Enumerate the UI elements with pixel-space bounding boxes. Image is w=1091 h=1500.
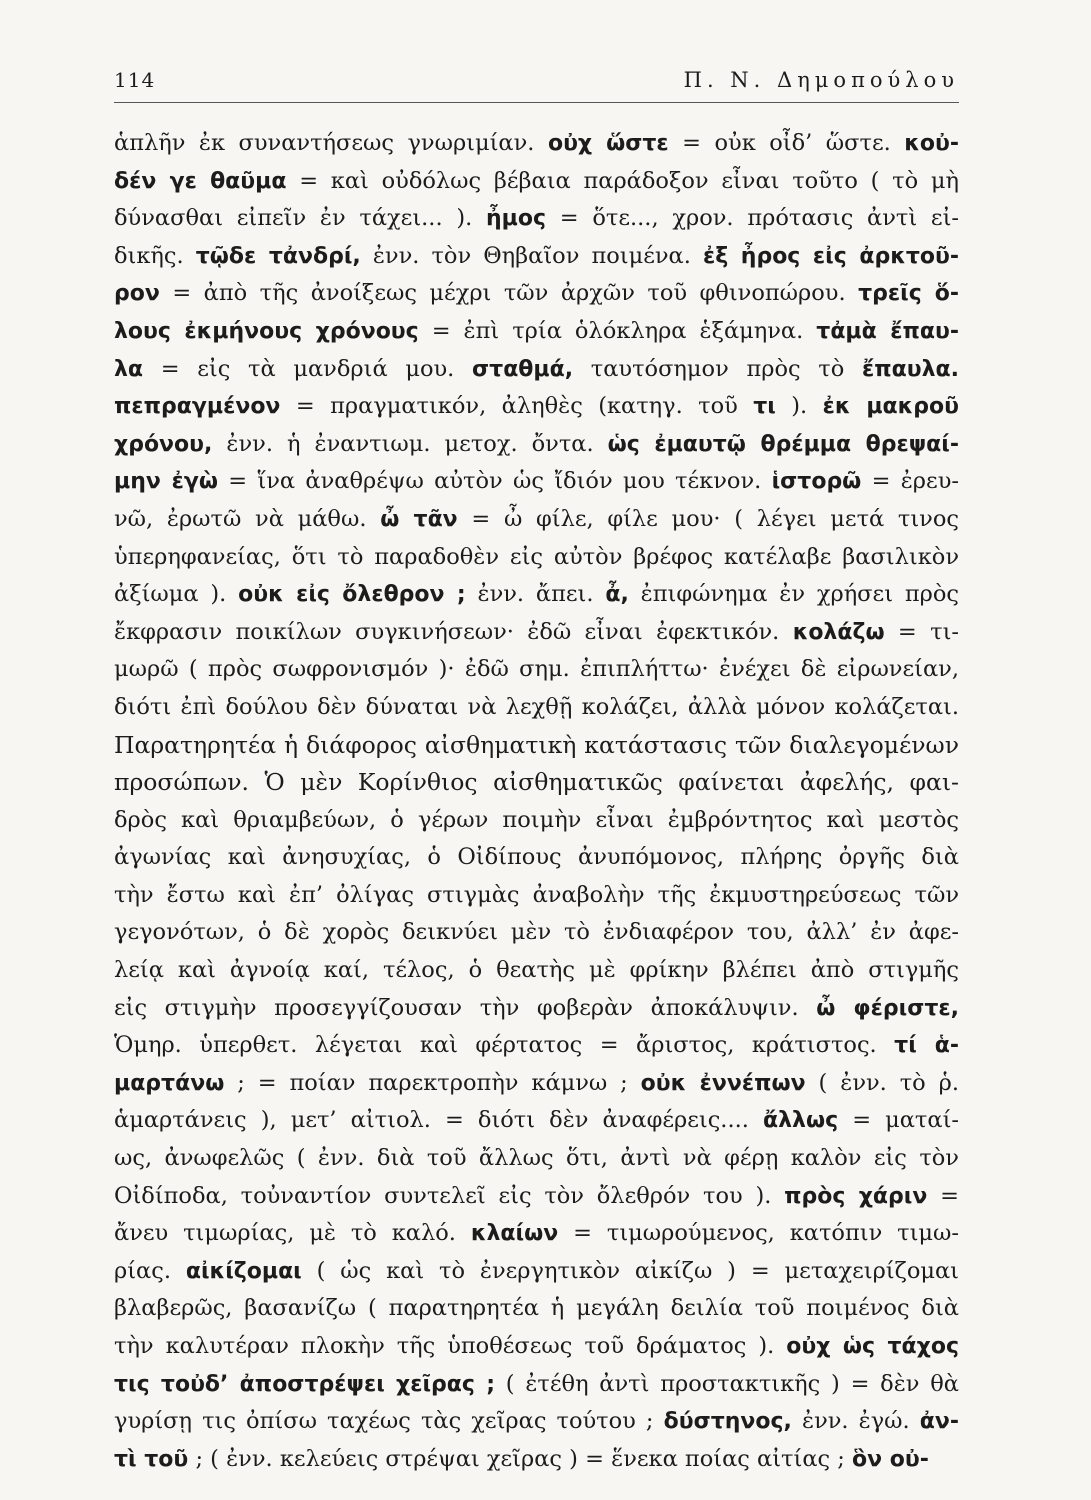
lemma-term: ἀν- xyxy=(919,1409,959,1435)
gloss-text: εἰς στιγμὴν προσεγγίζουσαν τὴν φοβερὰν ἀποκάλυψιν. xyxy=(114,994,817,1021)
gloss-text: = ἵνα ἀναθρέψω αὐτὸν ὡς ἴδιόν μου τέκνον. xyxy=(217,468,772,495)
lemma-term: χρόνου, xyxy=(114,431,213,457)
text-line xyxy=(114,1140,959,1178)
lemma-term: ὦ φέριστε, xyxy=(816,995,959,1021)
lemma-term: αἰκίζομαι xyxy=(185,1258,302,1284)
gloss-text: ἄνευ τιμωρίας, μὲ τὸ καλό. xyxy=(114,1220,471,1247)
gloss-text: = ἀπὸ τῆς ἀνοίξεως μέχρι τῶν ἀρχῶν τοῦ φθινοπώρου. xyxy=(159,280,859,307)
text-line xyxy=(114,1328,959,1366)
gloss-text: ταυτόσημον πρὸς τὸ xyxy=(573,355,862,382)
lemma-term: τὶ τοῦ xyxy=(114,1446,189,1472)
lemma-term: ἆ, xyxy=(605,582,629,608)
text-line xyxy=(114,614,959,652)
text-line xyxy=(114,200,959,238)
text-line xyxy=(114,1253,959,1291)
text-line xyxy=(114,576,959,614)
gloss-text: ἐνν. ἐγώ. xyxy=(791,1408,920,1435)
commentary-text xyxy=(114,125,959,1478)
text-line xyxy=(114,388,959,426)
lemma-term: ὦ τᾶν xyxy=(380,506,458,532)
lemma-term: μην ἐγὼ xyxy=(114,469,218,495)
page-header xyxy=(114,58,959,103)
gloss-text: ρίας. xyxy=(114,1257,186,1284)
text-line xyxy=(114,463,959,501)
gloss-text: = καὶ οὐδόλως βέβαια παράδοξον εἶναι τοῦτο ( τὸ μὴ xyxy=(286,167,959,194)
gloss-text: διότι ἐπὶ δούλου δὲν δύναται νὰ λεχθῇ κολάζει, ἀλλὰ μόνον κολάζεται. xyxy=(114,693,959,720)
text-line xyxy=(114,952,959,990)
gloss-text: Ὁμηρ. ὑπερθετ. λέγεται καὶ φέρτατος = ἄριστος, κράτιστος. xyxy=(114,1032,895,1059)
text-line xyxy=(114,1178,959,1216)
text-line xyxy=(114,539,959,577)
gloss-text: = ὅτε..., χρον. πρότασις ἀντὶ εἰ- xyxy=(546,205,959,232)
gloss-text: Παρατηρητέα ἡ διάφορος αἰσθηματικὴ κατάστασις τῶν διαλεγομένων xyxy=(114,730,959,759)
lemma-term: οὐχ ὡς τάχος xyxy=(786,1334,959,1359)
lemma-term: ἔπαυλα. xyxy=(861,356,959,382)
text-line xyxy=(114,689,959,727)
lemma-term: κολάζω xyxy=(792,619,885,645)
lemma-term: κλαίων xyxy=(470,1221,559,1247)
lemma-term: δύστηνος, xyxy=(663,1409,792,1435)
gloss-text: ἐνν. ἡ ἐναντιωμ. μετοχ. ὄντα. xyxy=(212,430,608,457)
gloss-text: = ἐπὶ τρία ὁλόκληρα ἑξάμηνα. xyxy=(418,317,817,344)
text-line xyxy=(114,501,959,539)
gloss-text: τὴν ἔστω καὶ ἐπ’ ὀλίγας στιγμὰς ἀναβολὴν τῆς ἐκμυστηρεύσεως τῶν xyxy=(114,881,959,908)
lemma-term: λους ἐκμήνους χρόνους xyxy=(114,318,419,344)
gloss-text: ἐνν. τὸν Θηβαῖον ποιμένα. xyxy=(360,242,703,269)
text-line xyxy=(114,313,959,351)
lemma-term: ἱστορῶ xyxy=(771,469,862,495)
lemma-term: ἄλλως xyxy=(763,1108,839,1134)
lemma-term: ρον xyxy=(114,281,160,307)
gloss-text: ἁπλῆν ἐκ συναντήσεως γνωριμίαν. xyxy=(114,130,548,156)
text-line xyxy=(114,764,959,802)
text-line xyxy=(114,1290,959,1328)
gloss-text: ως, ἀνωφελῶς ( ἐνν. διὰ τοῦ ἄλλως ὅτι, ἀντὶ νὰ φέρῃ καλὸν εἰς τὸν xyxy=(114,1145,959,1172)
gloss-text: = ἐρευ- xyxy=(861,468,959,495)
gloss-text: τὴν καλυτέραν πλοκὴν τῆς ὑποθέσεως τοῦ δράματος ). xyxy=(114,1333,787,1359)
text-line xyxy=(114,426,959,464)
page-number: 114 xyxy=(114,68,156,92)
text-line xyxy=(114,1441,959,1479)
text-line xyxy=(114,727,959,765)
gloss-text: ὑπερηφανείας, ὅτι τὸ παραδοθὲν εἰς αὐτὸν βρέφος κατέλαβε βασιλικὸν xyxy=(114,543,959,570)
gloss-text: προσώπων. Ὁ μὲν Κορίνθιος αἰσθηματικῶς φαίνεται ἀφελής, φαι- xyxy=(114,768,959,797)
gloss-text: ). xyxy=(775,393,823,420)
lemma-term: τῷδε τἀνδρί, xyxy=(195,243,361,269)
gloss-text: ; ( ἐνν. κελεύεις στρέψαι χεῖρας ) = ἕνεκα ποίας αἰτίας ; xyxy=(188,1445,853,1472)
gloss-text: = οὐκ οἶδ’ ὥστε. xyxy=(668,130,905,156)
lemma-term: κοὐ- xyxy=(904,131,959,156)
lemma-term: ὡς ἐμαυτῷ θρέμμα θρεψαί- xyxy=(607,431,959,457)
gloss-text: ἀξίωμα ). xyxy=(114,581,239,608)
gloss-text: δύνασθαι εἰπεῖν ἐν τάχει... ). xyxy=(114,205,487,232)
gloss-text: γεγονότων, ὁ δὲ χορὸς δεικνύει μὲν τὸ ἐνδιαφέρον του, ἀλλ’ ἐν ἀφε- xyxy=(114,919,959,946)
gloss-text: γυρίσῃ τις ὀπίσω ταχέως τὰς χεῖρας τούτου ; xyxy=(114,1408,664,1435)
text-line xyxy=(114,275,959,313)
lemma-term: ἐκ μακροῦ xyxy=(822,394,959,420)
gloss-text: ( ἐτέθη ἀντὶ προστακτικῆς ) = δὲν θὰ xyxy=(495,1370,959,1397)
gloss-text: = xyxy=(927,1182,959,1209)
lemma-term: ὃν οὐ- xyxy=(852,1446,929,1472)
text-line xyxy=(114,1102,959,1140)
lemma-term: πεπραγμένον xyxy=(114,394,281,420)
gloss-text: = τι- xyxy=(884,618,959,645)
gloss-text: δρὸς καὶ θριαμβεύων, ὁ γέρων ποιμὴν εἶναι ἐμβρόντητος καὶ μεστὸς xyxy=(114,806,959,833)
text-line xyxy=(114,125,959,163)
lemma-term: ἦμος xyxy=(486,206,547,232)
text-line xyxy=(114,163,959,201)
lemma-term: λα xyxy=(114,356,144,382)
gloss-text: δικῆς. xyxy=(114,242,196,269)
gloss-text: ἁμαρτάνεις ), μετ’ αἰτιολ. = διότι δὲν ἀναφέρεις.... xyxy=(114,1107,763,1134)
lemma-term: οὐκ εἰς ὄλεθρον ; xyxy=(238,582,466,608)
lemma-term: τἀμὰ ἔπαυ- xyxy=(816,318,959,344)
lemma-term: ἐξ ἦρος εἰς ἀρκτοῦ- xyxy=(702,243,959,269)
gloss-text: ( ἐνν. τὸ ῥ. xyxy=(805,1069,959,1096)
lemma-term: σταθμά, xyxy=(472,356,574,382)
text-line xyxy=(114,877,959,915)
text-line xyxy=(114,1065,959,1103)
text-line xyxy=(114,1403,959,1441)
text-line xyxy=(114,990,959,1028)
gloss-text: βλαβερῶς, βασανίζω ( παρατηρητέα ἡ μεγάλη δειλία τοῦ ποιμένος διὰ xyxy=(114,1295,959,1322)
gloss-text: = ματαί- xyxy=(838,1107,959,1134)
gloss-text: = πραγματικόν, ἀληθὲς (κατηγ. τοῦ xyxy=(280,393,754,420)
gloss-text: ἔκφρασιν ποικίλων συγκινήσεων· ἐδῶ εἶναι ἐφεκτικόν. xyxy=(114,618,793,645)
gloss-text: = ὦ φίλε, φίλε μου· ( λέγει μετά τινος xyxy=(457,505,959,532)
gloss-text: μωρῶ ( πρὸς σωφρονισμόν )· ἐδῶ σημ. ἐπιπλήττω· ἐνέχει δὲ εἰρωνείαν, xyxy=(114,656,959,683)
gloss-text: ( ὡς καὶ τὸ ἐνεργητικὸν αἰκίζω ) = μεταχειρίζομαι xyxy=(301,1257,959,1284)
running-head: Π. Ν. Δημοπούλου xyxy=(683,68,959,92)
gloss-text: λείᾳ καὶ ἀγνοίᾳ καί, τέλος, ὁ θεατὴς μὲ φρίκην βλέπει ἀπὸ στιγμῆς xyxy=(114,957,959,984)
gloss-text: ἐπιφώνημα ἐν χρήσει πρὸς xyxy=(628,581,959,608)
text-line xyxy=(114,1366,959,1404)
gloss-text: = εἰς τὰ μανδριά μου. xyxy=(143,355,473,382)
gloss-text: = τιμωρούμενος, κατόπιν τιμω- xyxy=(558,1220,959,1247)
lemma-term: πρὸς χάριν xyxy=(784,1183,928,1209)
lemma-term: οὐκ ἐννέπων xyxy=(640,1070,806,1096)
text-line xyxy=(114,651,959,689)
gloss-text: νῶ, ἐρωτῶ νὰ μάθω. xyxy=(114,505,381,532)
text-line xyxy=(114,839,959,877)
text-line xyxy=(114,1027,959,1065)
lemma-term: δέν γε θαῦμα xyxy=(114,168,287,194)
lemma-term: τρεῖς ὅ- xyxy=(858,281,959,307)
lemma-term: μαρτάνω xyxy=(114,1070,225,1096)
text-line xyxy=(114,351,959,389)
text-line xyxy=(114,238,959,276)
text-line xyxy=(114,914,959,952)
lemma-term: οὐχ ὥστε xyxy=(547,131,669,156)
text-line xyxy=(114,1215,959,1253)
lemma-term: τι xyxy=(753,394,776,420)
text-line xyxy=(114,802,959,840)
lemma-term: τις τοὐδ’ ἀποστρέψει χεῖρας ; xyxy=(114,1371,496,1397)
gloss-text: ἐνν. ἄπει. xyxy=(465,581,606,608)
lemma-term: τί ἁ- xyxy=(894,1033,959,1059)
gloss-text: ; = ποίαν παρεκτροπὴν κάμνω ; xyxy=(224,1069,641,1096)
gloss-text: Οἰδίποδα, τοὐναντίον συντελεῖ εἰς τὸν ὄλεθρόν του ). xyxy=(114,1182,785,1209)
gloss-text: ἀγωνίας καὶ ἀνησυχίας, ὁ Οἰδίπους ἀνυπόμονος, πλήρης ὀργῆς διὰ xyxy=(114,844,959,871)
